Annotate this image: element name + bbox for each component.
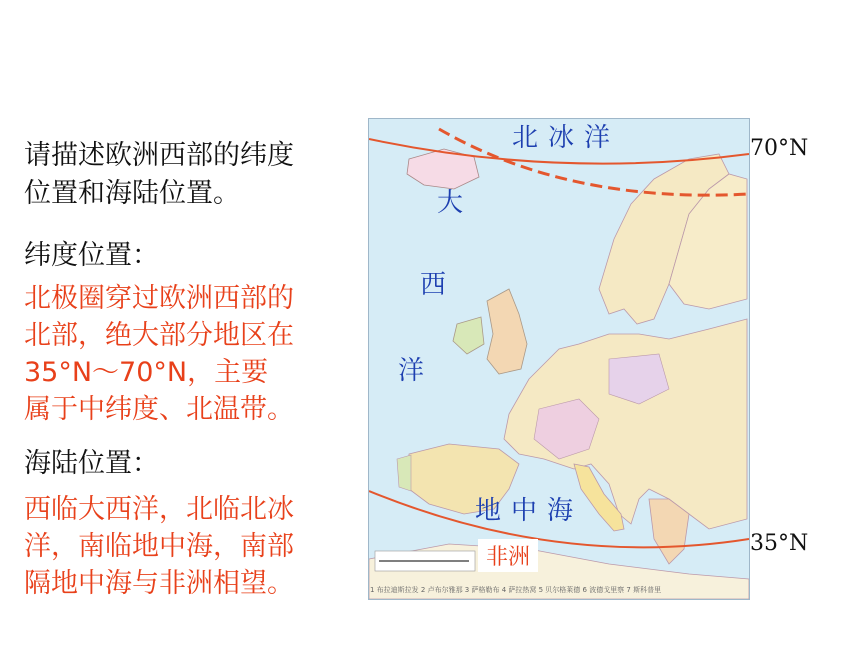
sea-land-heading: 海陆位置： xyxy=(24,448,159,479)
atlantic-label-1: 大 xyxy=(437,188,464,218)
sea-answer-line-3: 隔地中海与非洲相望。 xyxy=(24,568,294,599)
latitude-answer-line-2: 北部，绝大部分地区在 xyxy=(24,320,294,351)
arctic-ocean-label: 北冰洋 xyxy=(512,123,621,153)
latitude-answer-line-3: 35°N～70°N，主要 xyxy=(24,357,269,388)
portugal-shape xyxy=(397,455,411,491)
latitude-answer xyxy=(24,280,364,428)
sea-answer-line-2: 洋，南临地中海，南部 xyxy=(24,531,294,562)
latitude-35n-label: 35°N xyxy=(750,531,809,556)
latitude-heading: 纬度位置： xyxy=(24,240,159,271)
atlantic-label-3: 洋 xyxy=(398,356,425,386)
latitude-70n-label: 70°N xyxy=(750,136,809,161)
map-caption: 1 布拉迪斯拉发 2 卢布尔雅那 3 萨格勒布 4 萨拉热窝 5 贝尔格莱德 6 波德戈里察 7 斯科普里 xyxy=(370,586,662,594)
latitude-answer-line-4: 属于中纬度、北温带。 xyxy=(24,394,294,425)
sea-land-answer xyxy=(24,491,364,602)
question-line-1: 请描述欧洲西部的纬度 xyxy=(24,140,294,171)
question-line-2: 位置和海陆位置。 xyxy=(24,178,240,209)
atlantic-label-2: 西 xyxy=(420,270,447,300)
africa-label: 非洲 xyxy=(478,539,538,572)
sea-answer-line-1: 西临大西洋，北临北冰 xyxy=(24,494,294,525)
mediterranean-label: 地中海 xyxy=(475,496,584,526)
question-text xyxy=(24,137,294,213)
latitude-answer-line-1: 北极圈穿过欧洲西部的 xyxy=(24,283,294,314)
europe-map xyxy=(368,118,750,600)
